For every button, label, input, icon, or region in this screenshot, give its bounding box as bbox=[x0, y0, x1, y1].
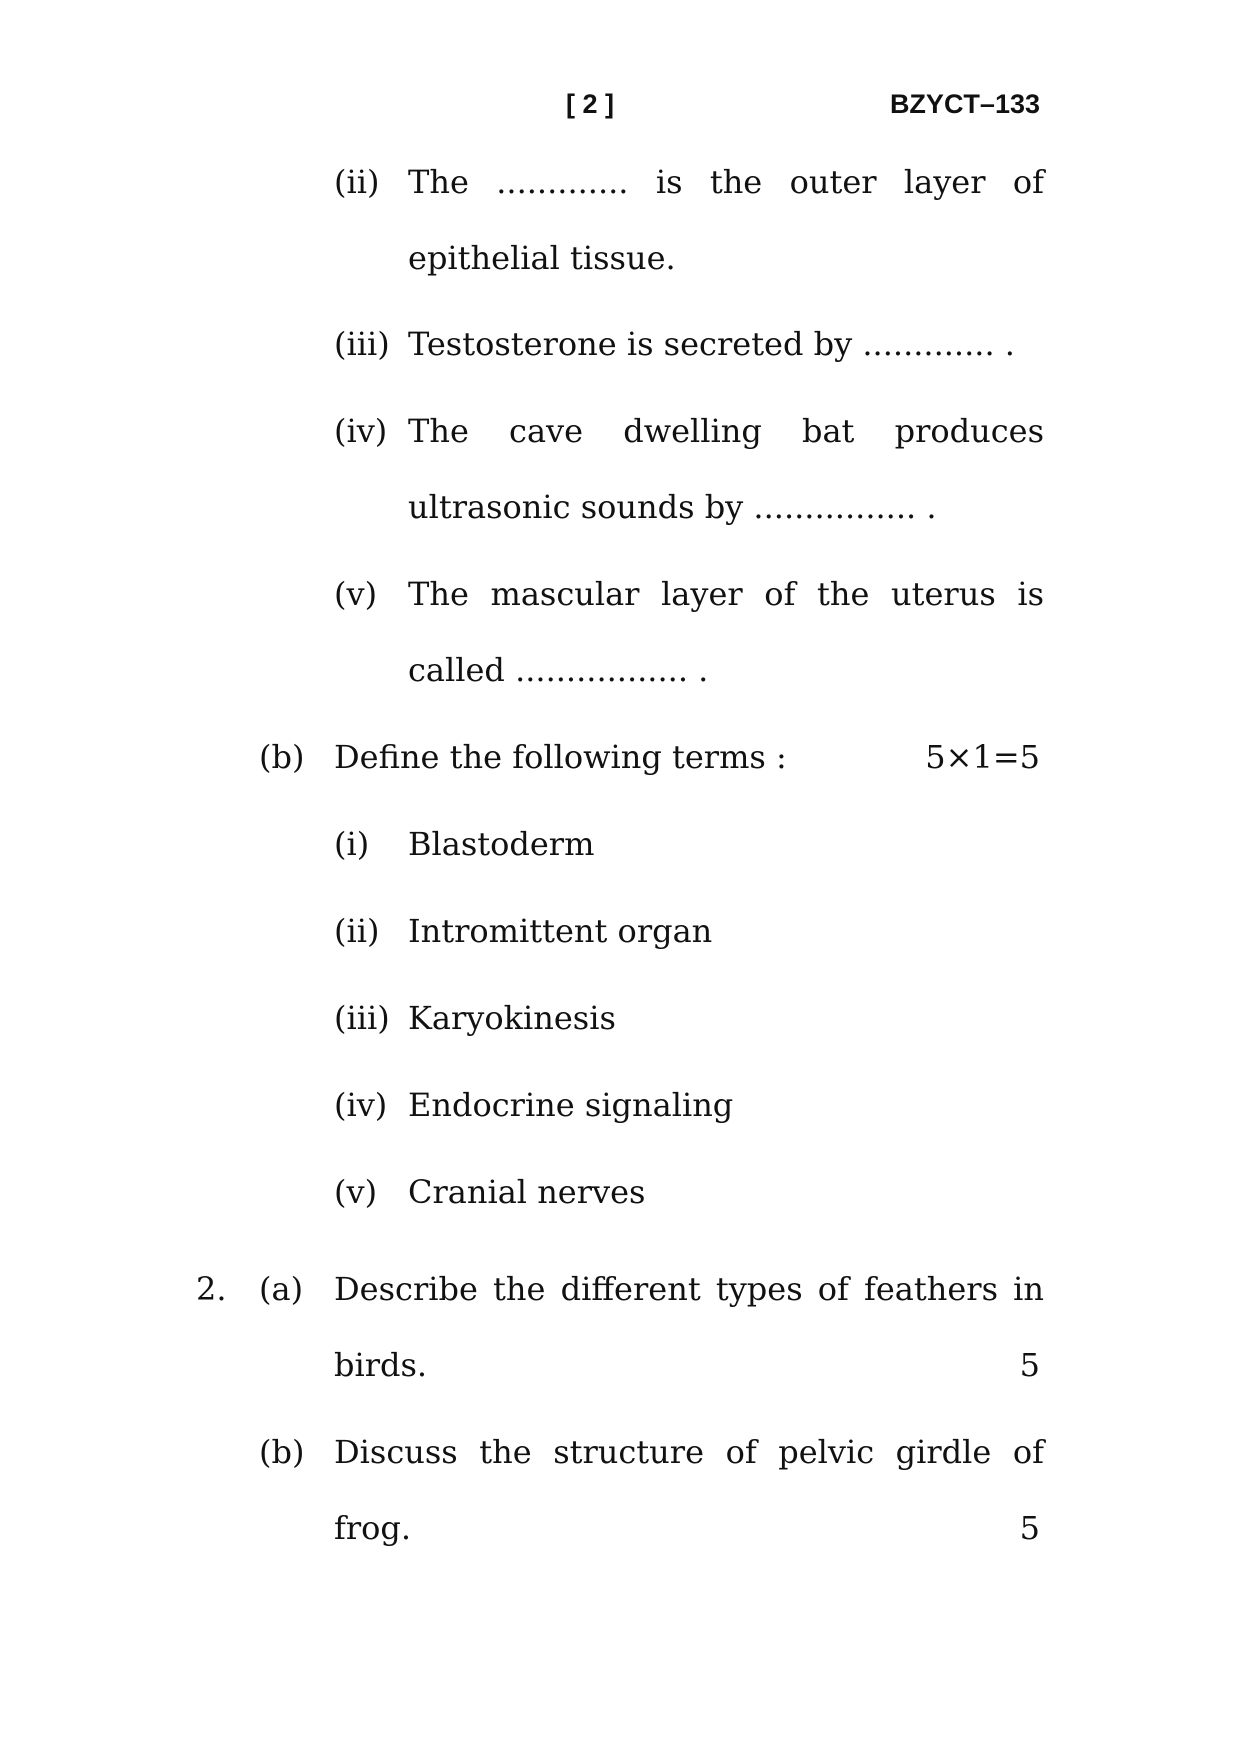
item-label: (ii) bbox=[334, 163, 380, 201]
part-label: (b) bbox=[259, 1433, 305, 1471]
item-text: ultrasonic sounds by ................ . bbox=[408, 488, 937, 526]
item-text: Testosterone is secreted by ............. . bbox=[408, 325, 1015, 363]
item-text: epithelial tissue. bbox=[408, 239, 676, 277]
item-text: Endocrine signaling bbox=[408, 1086, 734, 1124]
item-label: (iii) bbox=[334, 325, 390, 363]
item-label: (i) bbox=[334, 825, 370, 863]
question-number: 2. bbox=[196, 1270, 227, 1308]
question-text: Describe the different types of feathers in bbox=[334, 1270, 1044, 1308]
item-label: (v) bbox=[334, 1173, 378, 1211]
question-text: Define the following terms : bbox=[334, 738, 787, 776]
marks: 5 bbox=[1019, 1346, 1040, 1384]
item-text: Blastoderm bbox=[408, 825, 595, 863]
part-label: (b) bbox=[259, 738, 305, 776]
page-number: [ 2 ] bbox=[566, 89, 615, 119]
item-label: (iii) bbox=[334, 999, 390, 1037]
item-text: Intromittent organ bbox=[408, 912, 713, 950]
marks: 5×1=5 bbox=[925, 738, 1040, 776]
question-text: frog. bbox=[334, 1509, 412, 1547]
item-text: called ................. . bbox=[408, 651, 709, 689]
item-text: The cave dwelling bat produces bbox=[408, 412, 1044, 450]
item-text: Cranial nerves bbox=[408, 1173, 646, 1211]
item-label: (iv) bbox=[334, 412, 388, 450]
paper-code: BZYCT–133 bbox=[889, 89, 1040, 119]
item-label: (ii) bbox=[334, 912, 380, 950]
question-text: Discuss the structure of pelvic girdle of bbox=[334, 1433, 1044, 1471]
item-label: (iv) bbox=[334, 1086, 388, 1124]
item-text: The ............. is the outer layer of bbox=[408, 163, 1044, 201]
part-label: (a) bbox=[259, 1270, 304, 1308]
item-label: (v) bbox=[334, 575, 378, 613]
question-text: birds. bbox=[334, 1346, 428, 1384]
marks: 5 bbox=[1019, 1509, 1040, 1547]
item-text: The mascular layer of the uterus is bbox=[408, 575, 1044, 613]
item-text: Karyokinesis bbox=[408, 999, 616, 1037]
